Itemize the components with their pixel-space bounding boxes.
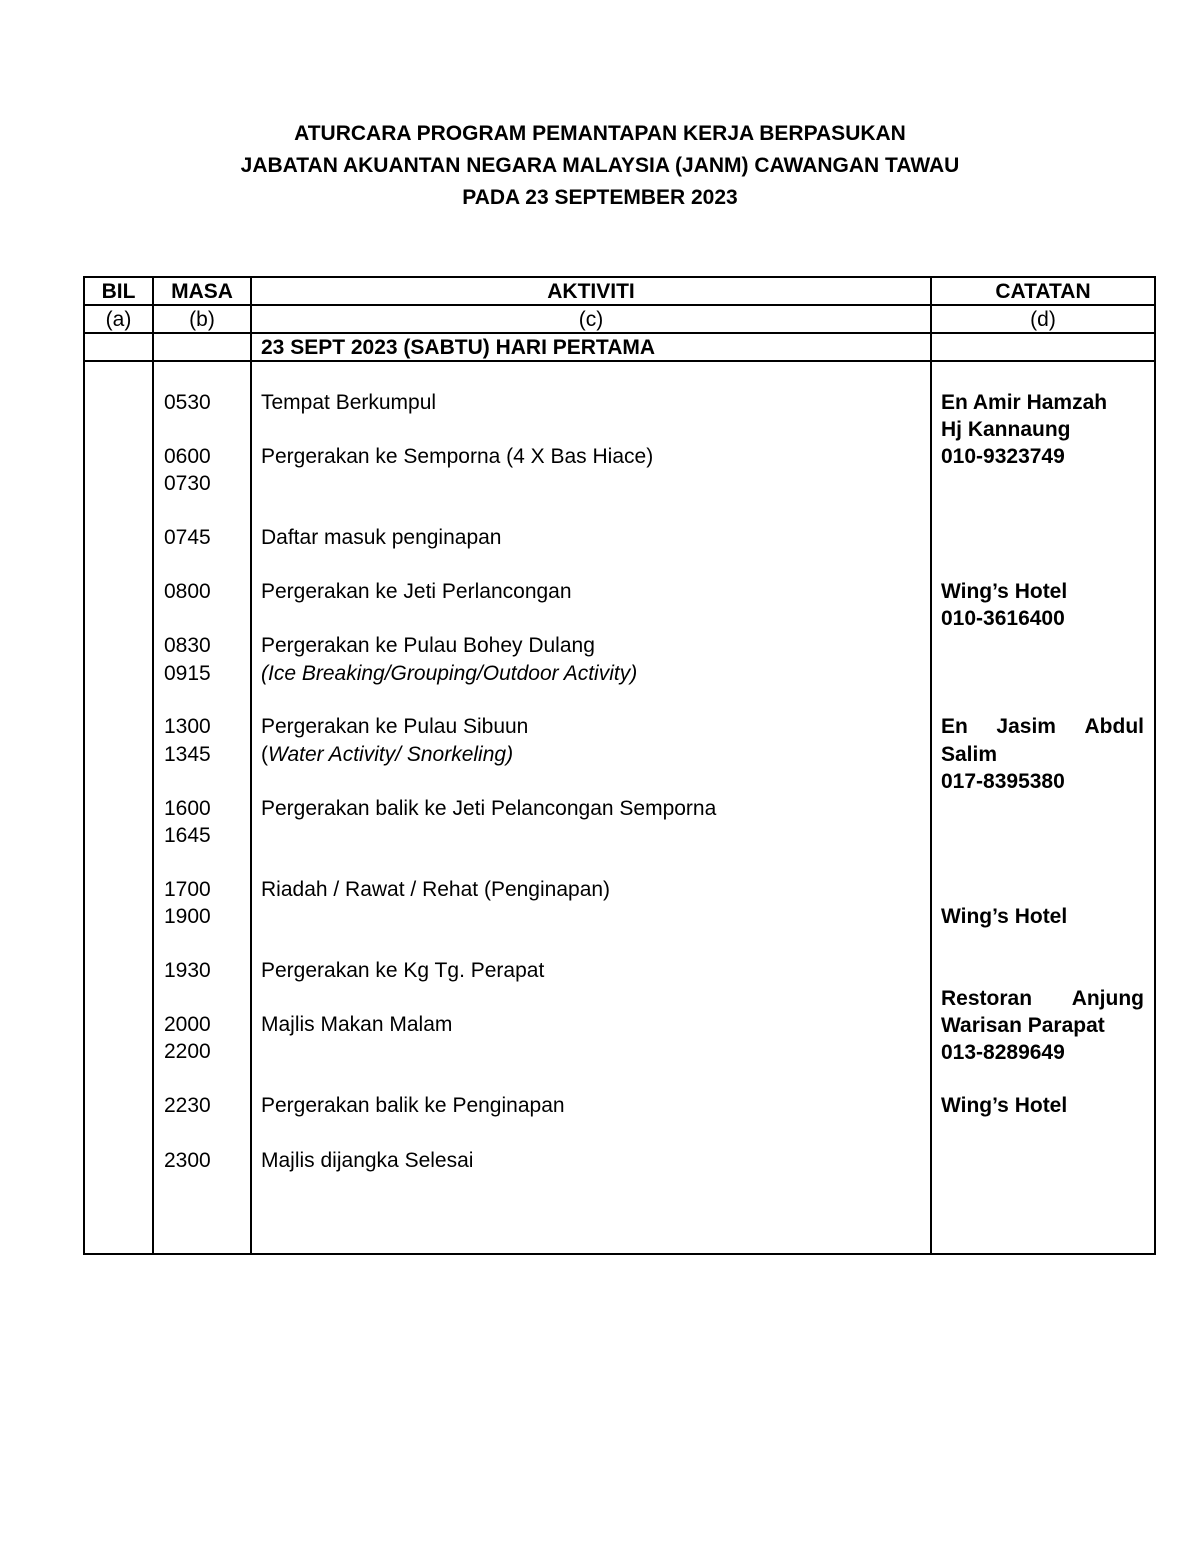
time-1700: 1700: [164, 878, 211, 901]
time-0915: 0915: [164, 662, 211, 685]
note-restoran-name-2: Warisan Parapat: [941, 1014, 1105, 1037]
column-key-c: (c): [578, 308, 604, 331]
table-divider-masa-aktiviti: [250, 276, 252, 1255]
time-0600: 0600: [164, 445, 211, 468]
column-key-d: (d): [1030, 308, 1056, 331]
note-jasim-name: [941, 713, 1144, 740]
note-jasim-word-2: Jasim: [996, 715, 1056, 738]
column-header-catatan: CATATAN: [995, 280, 1091, 303]
note-wings-hotel-1: Wing’s Hotel: [941, 580, 1068, 603]
note-wings-hotel-2: Wing’s Hotel: [941, 905, 1068, 928]
note-restoran-word-1: Restoran: [941, 987, 1033, 1010]
time-1930: 1930: [164, 959, 211, 982]
column-header-aktiviti: AKTIVITI: [547, 280, 635, 303]
table-divider-aktiviti-catatan: [930, 276, 932, 1255]
note-restoran-name: [941, 985, 1144, 1012]
time-1900: 1900: [164, 905, 211, 928]
activity-selesai: Majlis dijangka Selesai: [261, 1149, 474, 1172]
document-title-line-1: ATURCARA PROGRAM PEMANTAPAN KERJA BERPASUKAN: [294, 122, 906, 145]
activity-water-activity-paren: (: [261, 743, 268, 766]
activity-tempat-berkumpul: Tempat Berkumpul: [261, 391, 437, 414]
activity-riadah: Riadah / Rawat / Rehat (Penginapan): [261, 878, 611, 901]
activity-balik-penginapan: Pergerakan balik ke Penginapan: [261, 1094, 565, 1117]
note-jasim-word-1: En: [941, 715, 968, 738]
time-0830: 0830: [164, 634, 211, 657]
note-restoran-word-2: Anjung: [1071, 987, 1144, 1010]
activity-ke-semporna: Pergerakan ke Semporna (4 X Bas Hiace): [261, 445, 654, 468]
activity-ke-kg-perapat: Pergerakan ke Kg Tg. Perapat: [261, 959, 545, 982]
column-header-bil: BIL: [101, 280, 136, 303]
activity-water-activity-text: Water Activity/ Snorkeling): [268, 743, 514, 766]
time-1345: 1345: [164, 743, 211, 766]
note-amir-name: En Amir Hamzah: [941, 391, 1108, 414]
activity-ice-breaking: (Ice Breaking/Grouping/Outdoor Activity): [261, 662, 638, 685]
time-0730: 0730: [164, 472, 211, 495]
activity-makan-malam: Majlis Makan Malam: [261, 1013, 453, 1036]
time-0745: 0745: [164, 526, 211, 549]
activity-ke-bohey-dulang: Pergerakan ke Pulau Bohey Dulang: [261, 634, 595, 657]
time-0530: 0530: [164, 391, 211, 414]
activity-balik-jeti: Pergerakan balik ke Jeti Pelancongan Semporna: [261, 797, 717, 820]
day-heading: 23 SEPT 2023 (SABTU) HARI PERTAMA: [261, 336, 656, 359]
activity-ke-jeti: Pergerakan ke Jeti Perlancongan: [261, 580, 572, 603]
time-1300: 1300: [164, 715, 211, 738]
time-2230: 2230: [164, 1094, 211, 1117]
note-amir-phone: 010-9323749: [941, 445, 1065, 468]
table-border-right: [1154, 276, 1156, 1255]
activity-daftar-masuk: Daftar masuk penginapan: [261, 526, 502, 549]
document-title-line-2: JABATAN AKUANTAN NEGARA MALAYSIA (JANM) CAWANGAN TAWAU: [240, 154, 960, 177]
note-amir-name-2: Hj Kannaung: [941, 418, 1071, 441]
note-restoran-phone: 013-8289649: [941, 1041, 1065, 1064]
document-title-line-3: PADA 23 SEPTEMBER 2023: [462, 186, 738, 209]
column-key-a: (a): [105, 308, 132, 331]
note-wings-hotel-phone: 010-3616400: [941, 607, 1065, 630]
activity-water-activity: [261, 741, 513, 768]
time-2200: 2200: [164, 1040, 211, 1063]
table-border-bottom: [83, 1253, 1156, 1255]
time-1645: 1645: [164, 824, 211, 847]
time-1600: 1600: [164, 797, 211, 820]
table-divider-bil-masa: [152, 276, 154, 1255]
time-0800: 0800: [164, 580, 211, 603]
note-wings-hotel-3: Wing’s Hotel: [941, 1094, 1068, 1117]
column-header-masa: MASA: [171, 280, 233, 303]
note-jasim-name-2: Salim: [941, 743, 998, 766]
column-key-b: (b): [189, 308, 215, 331]
time-2000: 2000: [164, 1013, 211, 1036]
activity-ke-sibuun: Pergerakan ke Pulau Sibuun: [261, 715, 529, 738]
table-border-left: [83, 276, 85, 1255]
note-jasim-phone: 017-8395380: [941, 770, 1065, 793]
time-2300: 2300: [164, 1149, 211, 1172]
note-jasim-word-3: Abdul: [1084, 715, 1144, 738]
